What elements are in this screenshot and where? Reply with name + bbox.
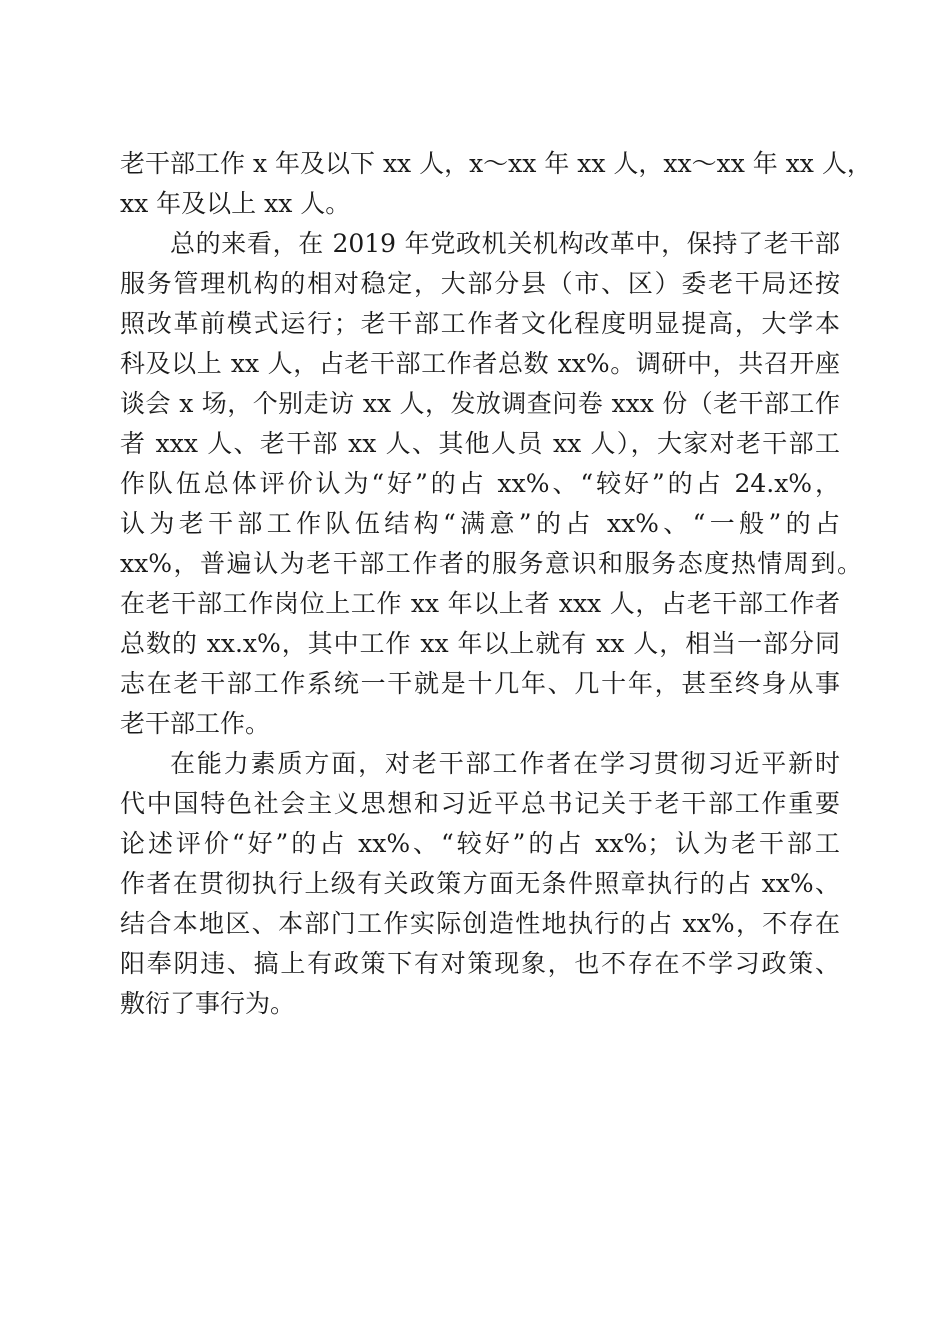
- paragraph-line: 在能力素质方面，对老干部工作者在学习贯彻习近平新时: [170, 749, 840, 778]
- paragraph-line: 代中国特色社会主义思想和习近平总书记关于老干部工作重要: [120, 789, 840, 818]
- paragraph-line: xx 年及以上 xx 人。: [120, 189, 351, 218]
- paragraph-line: 服务管理机构的相对稳定，大部分县（市、区）委老干局还按: [120, 269, 840, 298]
- paragraph-line: xx%，普遍认为老干部工作者的服务意识和服务态度热情周到。: [120, 549, 862, 578]
- paragraph-line: 认为老干部工作队伍结构“满意”的占 xx%、“一般”的占: [120, 509, 840, 538]
- paragraph-line: 在老干部工作岗位上工作 xx 年以上者 xxx 人，占老干部工作者: [120, 589, 840, 618]
- paragraph-line: 阳奉阴违、搞上有政策下有对策现象，也不存在不学习政策、: [120, 949, 840, 978]
- paragraph-line: 总数的 xx.x%，其中工作 xx 年以上就有 xx 人，相当一部分同: [120, 629, 840, 658]
- paragraph-line: 老干部工作 x 年及以下 xx 人，x～xx 年 xx 人，xx～xx 年 xx 人，: [120, 149, 872, 178]
- paragraph-line: 论述评价“好”的占 xx%、“较好”的占 xx%；认为老干部工: [120, 829, 840, 858]
- paragraph-line: 总的来看，在 2019 年党政机关机构改革中，保持了老干部: [170, 229, 840, 258]
- paragraph-3: [120, 744, 840, 1024]
- paragraph-1: [120, 144, 872, 224]
- document-body: [120, 144, 872, 1024]
- paragraph-line: 科及以上 xx 人，占老干部工作者总数 xx%。调研中，共召开座: [120, 349, 840, 378]
- paragraph-2: [120, 224, 862, 744]
- paragraph-line: 敷衍了事行为。: [120, 989, 296, 1018]
- paragraph-line: 照改革前模式运行；老干部工作者文化程度明显提高，大学本: [120, 309, 840, 338]
- paragraph-line: 作者在贯彻执行上级有关政策方面无条件照章执行的占 xx%、: [120, 869, 840, 898]
- paragraph-line: 志在老干部工作系统一干就是十几年、几十年，甚至终身从事: [120, 669, 840, 698]
- paragraph-line: 谈会 x 场，个别走访 xx 人，发放调查问卷 xxx 份（老干部工作: [120, 389, 840, 418]
- paragraph-line: 者 xxx 人、老干部 xx 人、其他人员 xx 人），大家对老干部工: [120, 429, 840, 458]
- paragraph-line: 老干部工作。: [120, 709, 271, 738]
- paragraph-line: 结合本地区、本部门工作实际创造性地执行的占 xx%，不存在: [120, 909, 840, 938]
- paragraph-line: 作队伍总体评价认为“好”的占 xx%、“较好”的占 24.x%，: [120, 469, 840, 498]
